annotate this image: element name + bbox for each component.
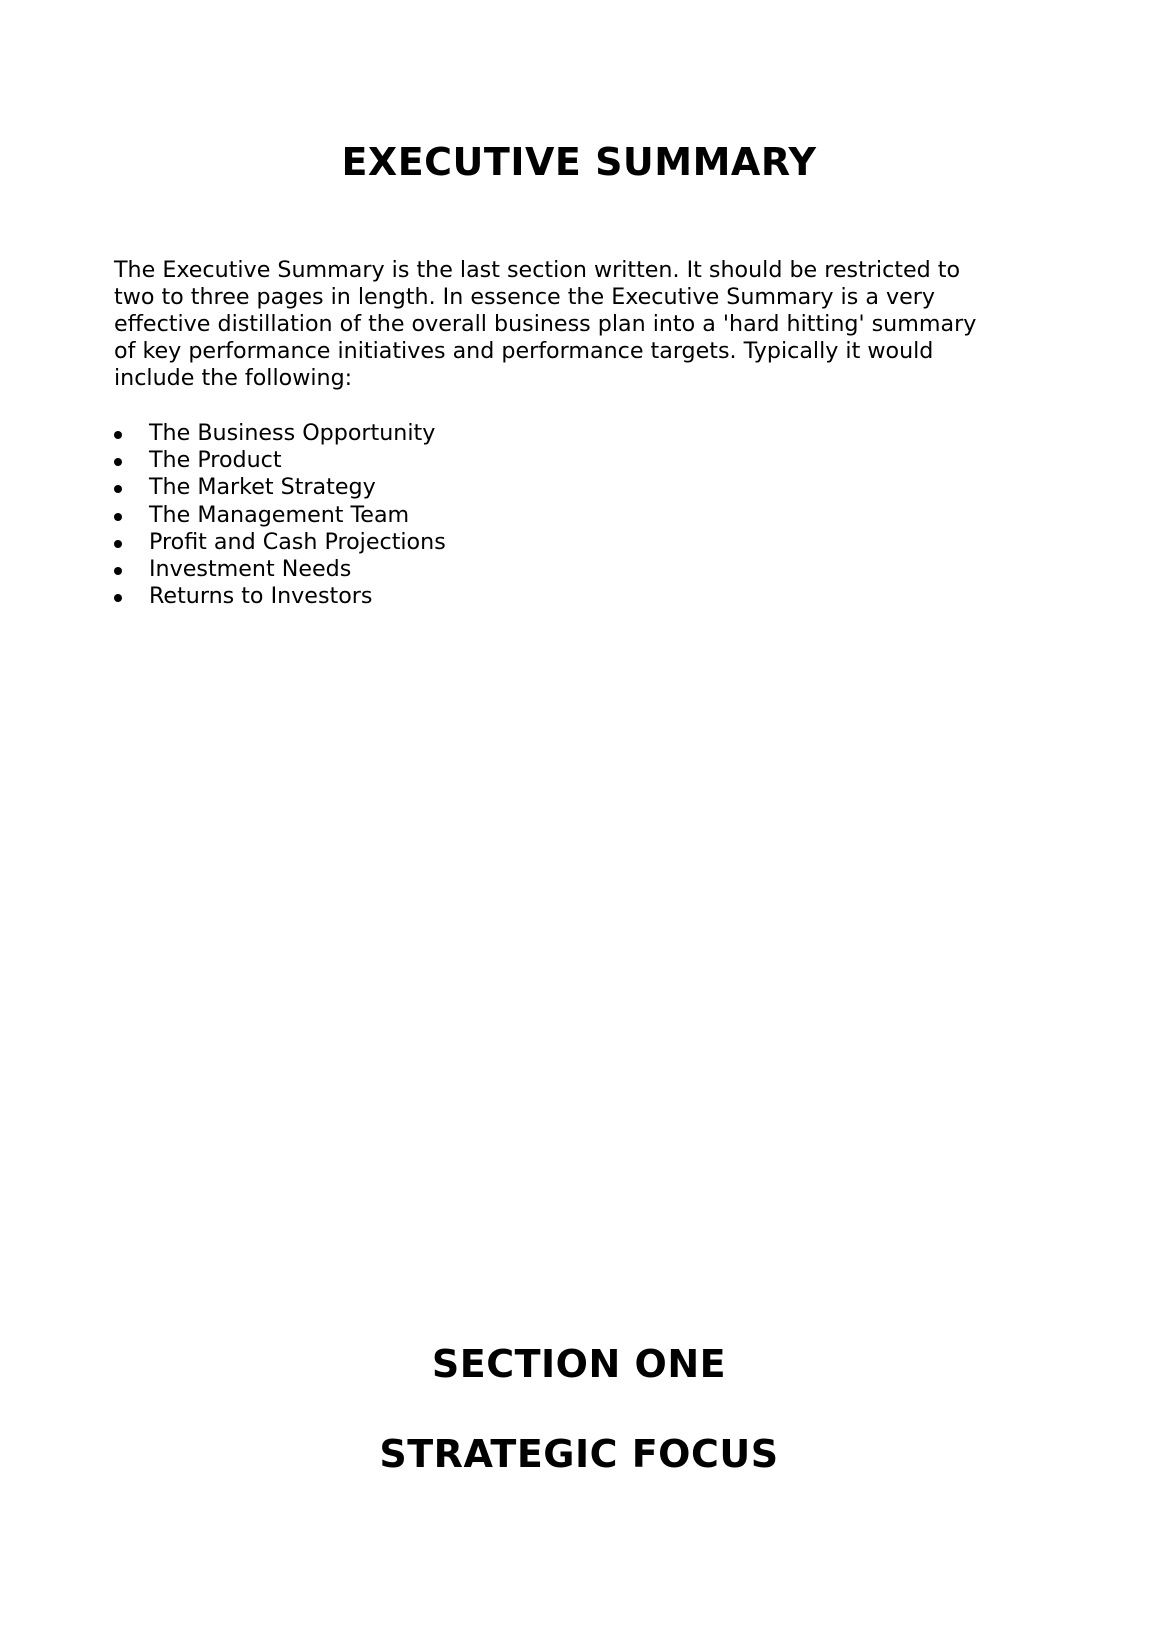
bullet-icon bbox=[114, 567, 122, 575]
bullet-icon bbox=[114, 485, 122, 493]
list-item-label: Profit and Cash Projections bbox=[149, 528, 446, 555]
list-item-label: The Product bbox=[149, 447, 282, 474]
list-item-label: Investment Needs bbox=[149, 556, 352, 583]
list-item-label: The Market Strategy bbox=[149, 474, 376, 501]
bullet-icon bbox=[114, 513, 122, 521]
bullet-icon bbox=[114, 540, 122, 548]
list-item bbox=[114, 474, 446, 501]
list-item bbox=[114, 529, 446, 556]
list-item bbox=[114, 447, 446, 474]
bullet-icon bbox=[114, 431, 122, 439]
list-item-label: The Business Opportunity bbox=[149, 420, 436, 446]
list-item bbox=[114, 502, 446, 529]
list-item bbox=[114, 583, 446, 610]
summary-list bbox=[114, 420, 446, 610]
bullet-icon bbox=[114, 458, 122, 466]
list-item bbox=[114, 556, 446, 583]
page-title: EXECUTIVE SUMMARY bbox=[341, 140, 817, 184]
list-item-label: The Management Team bbox=[149, 501, 410, 528]
bullet-icon bbox=[114, 594, 122, 602]
section-title: STRATEGIC FOCUS bbox=[379, 1432, 779, 1476]
list-item bbox=[114, 420, 446, 447]
section-heading: SECTION ONE bbox=[431, 1342, 727, 1386]
intro-paragraph: The Executive Summary is the last section written. It should be restricted to two to three pages in length. In essence the Executive Summary is a very effective distillation of the overall business plan into a 'hard hitting' summary of key performance initiatives and performance targets. Typically it would include the following: bbox=[114, 257, 977, 391]
list-item-label: Returns to Investors bbox=[149, 583, 373, 610]
